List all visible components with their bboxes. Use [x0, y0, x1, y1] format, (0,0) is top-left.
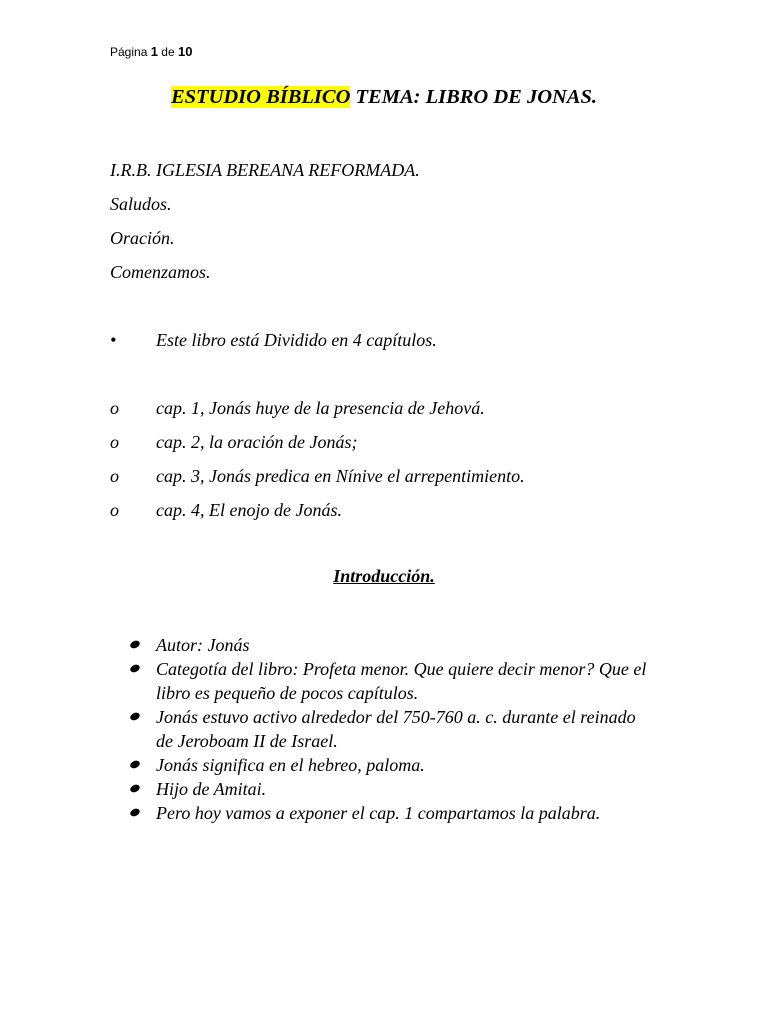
chapter-item: cap. 3, Jonás predica en Nínive el arrepentimiento. [156, 466, 525, 486]
page-word: Página [110, 45, 148, 59]
church-name: I.R.B. IGLESIA BEREANA REFORMADA. [110, 160, 420, 180]
prayer-line: Oración. [110, 228, 175, 248]
page-number-header [110, 44, 192, 59]
bullet-dot-icon [129, 663, 141, 674]
list-item: Pero hoy vamos a exponer el cap. 1 compartamos la palabra. [130, 801, 650, 825]
list-item: Hijo de Amitai. [130, 777, 650, 801]
greeting-line: Saludos. [110, 194, 172, 214]
intro-bullet-list [130, 633, 650, 825]
bullet-marker: • [110, 330, 117, 350]
bullet-dot-icon [129, 807, 141, 818]
chapter-item: cap. 2, la oración de Jonás; [156, 432, 358, 452]
title-rest: TEMA: LIBRO DE JONAS. [350, 86, 598, 108]
chapter-marker: o [110, 398, 119, 418]
bullet-dot-icon [129, 711, 141, 722]
chapter-marker: o [110, 466, 119, 486]
title-highlighted: ESTUDIO BÍBLICO [170, 86, 351, 108]
bullet-dot-icon [129, 759, 141, 770]
bullet-dot-icon [129, 639, 141, 650]
section-heading: Introducción. [333, 566, 435, 586]
chapter-item: cap. 4, El enojo de Jonás. [156, 500, 342, 520]
list-item: Autor: Jonás [130, 633, 650, 657]
page-total: 10 [178, 44, 193, 59]
chapters-summary: Este libro está Dividido en 4 capítulos. [156, 330, 437, 350]
chapter-item: cap. 1, Jonás huye de la presencia de Jehová. [156, 398, 485, 418]
document-title [0, 86, 768, 109]
chapter-marker: o [110, 432, 119, 452]
bullet-dot-icon [129, 783, 141, 794]
list-item: Categotía del libro: Profeta menor. Que quiere decir menor? Que el libro es pequeño de pocos capítulos. [130, 657, 650, 705]
chapter-marker: o [110, 500, 119, 520]
page-current: 1 [150, 44, 158, 59]
list-item: Jonás significa en el hebreo, paloma. [130, 753, 650, 777]
list-item: Jonás estuvo activo alrededor del 750-760 a. c. durante el reinado de Jeroboam II de Israel. [130, 705, 650, 753]
begin-line: Comenzamos. [110, 262, 211, 282]
page-of: de [161, 45, 175, 59]
